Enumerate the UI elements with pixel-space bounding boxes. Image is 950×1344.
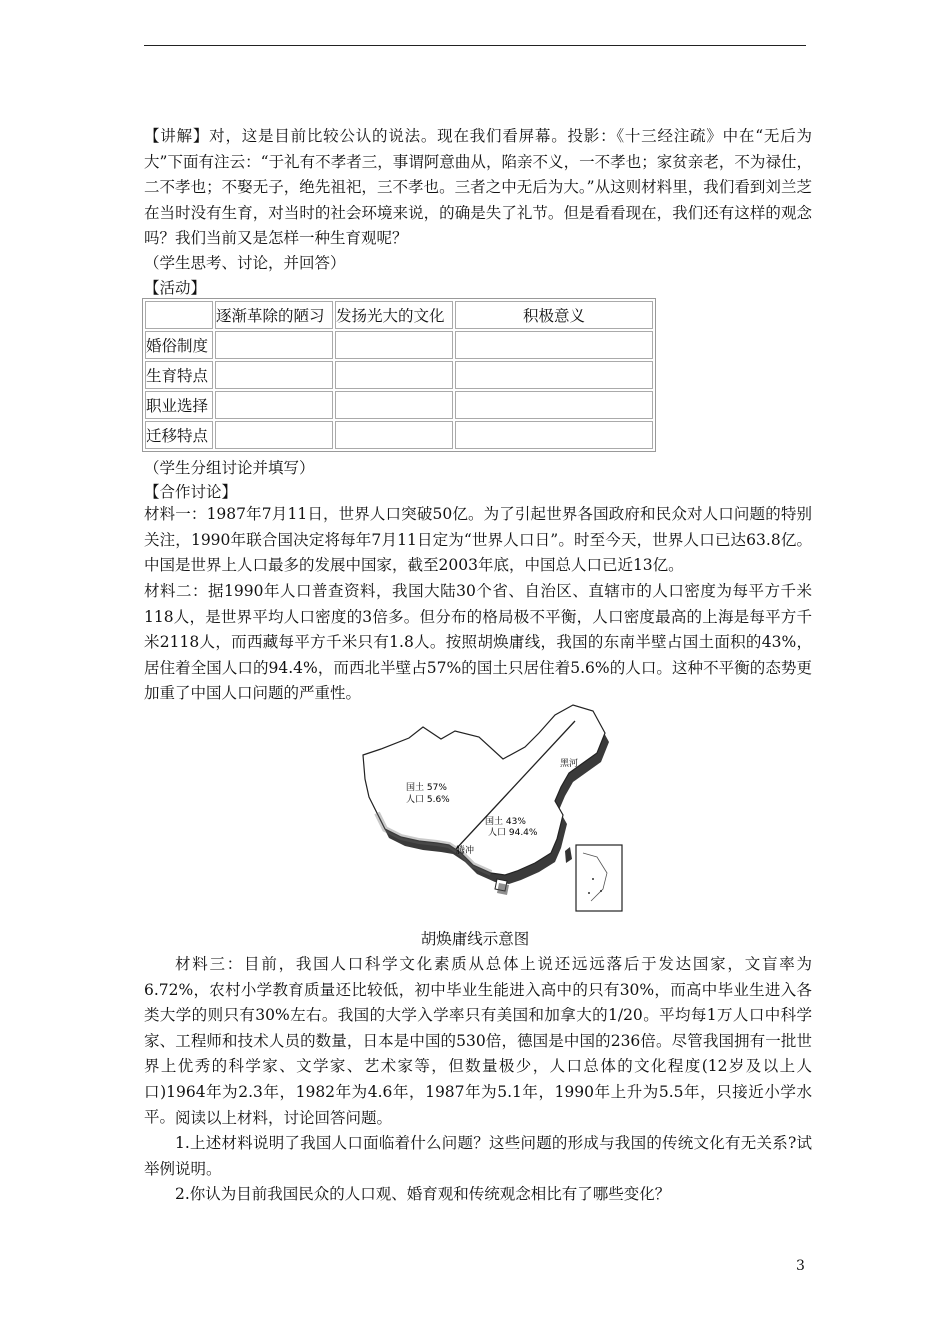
table-header-cell: 发扬光大的文化 [335,301,453,329]
hu-line-map [357,703,627,918]
material-1: 材料一：1987年7月11日，世界人口突破50亿。为了引起世界各国政府和民众对人口问题的特别关注，1990年联合国决定将每年7月11日定为“世界人口日”。时至今天，世界人口已达63.8亿。中国是世界上人口最多的发展中国家，截至2003年底，中国总人口已近13亿。 [144,505,812,574]
material-3: 材料三：目前，我国人口科学文化素质从总体上说还远远落后于发达国家，文盲率为6.72%，农村小学教育质量还比较低，初中毕业生能进入高中的只有30%，而高中毕业生进入各类大学的则只有30%左右。我国的大学入学率只有美国和加拿大的1/20。平均每1万人口中科学家、工程师和技术人员的数量，日本是中国的530倍，德国是中国的236倍。尽管我国拥有一批世界上优秀的科学家、文学家、艺术家等，但数量极少，人口总体的文化程度(12岁及以上人口)1964年为2.3年，1982年为4.6年，1987年为5.1年，1990年上升为5.5年，只接近小学水平。 [144,955,812,1126]
activity-heading: 【活动】 [144,279,207,297]
fill-cell [215,361,333,389]
fill-cell [215,391,333,419]
fill-cell [455,331,653,359]
label-se-land: 国土 43% [485,817,526,827]
fill-cell [335,421,453,449]
taiwan-island [565,847,572,863]
row-label: 迁移特点 [145,421,213,449]
label-tengchong: 腾冲 [456,846,475,856]
row-label: 职业选择 [145,391,213,419]
row-label: 生育特点 [145,361,213,389]
fill-cell [335,361,453,389]
hainan-shadow [497,883,509,895]
fill-cell [335,331,453,359]
label-nw-pop: 人口 5.6% [406,795,450,805]
label-se-pop: 人口 94.4% [488,828,538,838]
header-rule [144,45,806,46]
south-sea-inset [576,845,622,911]
fill-cell [215,421,333,449]
student-note-2: （学生分组讨论并填写） [144,459,315,477]
table-row [145,391,653,419]
label-heihe: 黑河 [560,759,579,769]
activity-table [142,298,656,452]
figure-caption: 胡焕庸线示意图 [420,930,530,948]
question-1: 1.上述材料说明了我国人口面临着什么问题？这些问题的形成与我国的传统文化有无关系?试举例说明。 [144,1134,812,1178]
page-number: 3 [796,1258,805,1274]
lecture-paragraph: 【讲解】对，这是目前比较公认的说法。现在我们看屏幕。投影：《十三经注疏》中在“无后为大”下面有注云：“于礼有不孝者三，事谓阿意曲从，陷亲不义，一不孝也；家贫亲老，不为禄仕，二不孝也；不娶无子，绝先祖祀，三不孝也。三者之中无后为大。”从这则材料里，我们看到刘兰芝在当时没有生育，对当时的社会环境来说，的确是失了礼节。但是看看现在，我们还有这样的观念吗？我们当前又是怎样一种生育观呢？ [144,127,812,247]
fill-cell [335,391,453,419]
table-header-cell: 积极意义 [455,301,653,329]
coop-heading: 【合作讨论】 [144,483,238,501]
label-nw-land: 国土 57% [406,783,447,793]
table-header-cell [145,301,213,329]
inset-island [588,892,590,894]
fill-cell [455,421,653,449]
fill-cell [455,391,653,419]
table-header-cell: 逐渐革除的陋习 [215,301,333,329]
student-note-1: （学生思考、讨论，并回答） [144,254,346,272]
fill-cell [455,361,653,389]
inset-island [592,878,594,880]
question-2: 2.你认为目前我国民众的人口观、婚育观和传统观念相比有了哪些变化？ [175,1185,671,1203]
table-row [145,361,653,389]
table-row [145,421,653,449]
read-prompt: 阅读以上材料，讨论回答问题。 [175,1109,393,1127]
inset-island [600,890,602,892]
row-label: 婚俗制度 [145,331,213,359]
table-header-row [145,301,653,329]
table-row [145,331,653,359]
material-2: 材料二：据1990年人口普查资料，我国大陆30个省、自治区、直辖市的人口密度为每平方千米118人，是世界平均人口密度的3倍多。但分布的格局极不平衡，人口密度最高的上海是每平方千米2118人，而西藏每平方千米只有1.8人。按照胡焕庸线，我国的东南半壁占国土面积的43%，居住着全国人口的94.4%，而西北半壁占57%的国土只居住着5.6%的人口。这种不平衡的态势更加重了中国人口问题的严重性。 [144,582,812,702]
fill-cell [215,331,333,359]
